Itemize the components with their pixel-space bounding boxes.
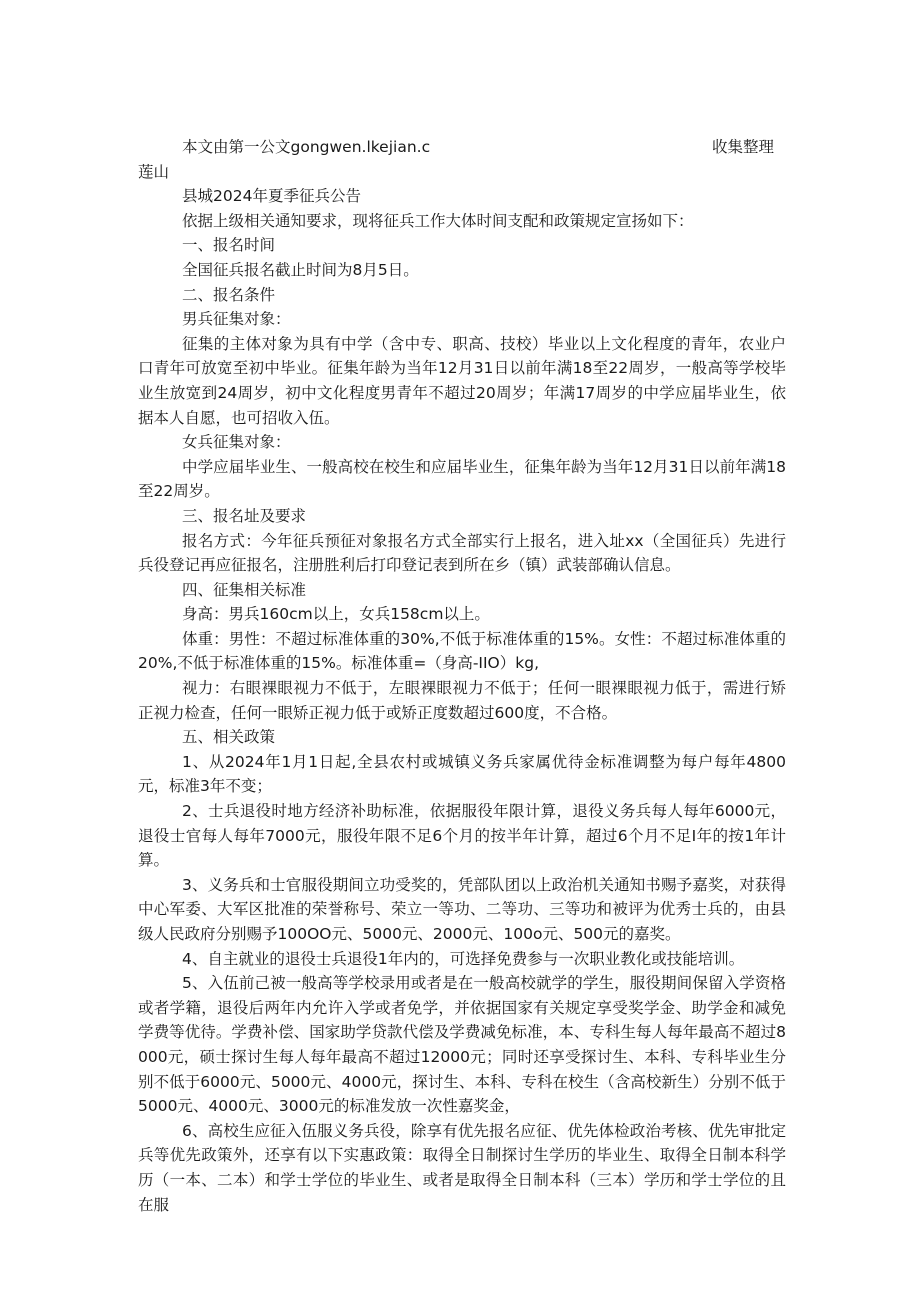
section-heading: 三、报名址及要求 (182, 506, 307, 525)
paragraph: 视力：右眼裸眼视力不低于，左眼裸眼视力不低于；任何一眼裸眼视力低于，需进行矫正视力检查，任何一眼矫正视力低于或矫正度数超过600度，不合格。 (138, 679, 786, 722)
source-header (138, 135, 786, 160)
paragraph: 身高：男兵160cm以上，女兵158cm以上。 (182, 605, 490, 624)
source-continuation: 莲山 (138, 162, 170, 181)
document-title: 县城2024年夏季征兵公告 (182, 187, 361, 206)
paragraph: 征集的主体对象为具有中学（含中专、职高、技校）毕业以上文化程度的青年，农业户口青年可放宽至初中毕业。征集年龄为当年12月31日以前年满18至22周岁，一般高等学校毕业生放宽到24周岁，初中文化程度男青年不超过20周岁；年满17周岁的中学应届毕业生，依据本人自愿，也可招收入伍。 (138, 334, 786, 427)
document-body (138, 135, 786, 1217)
intro-paragraph: 依据上级相关通知要求，现将征兵工作大体时间支配和政策规定宣扬如下： (182, 211, 694, 230)
collected-text: 收集整理 (711, 138, 774, 156)
section-heading: 一、报名时间 (182, 236, 276, 255)
policy-item: 1、从2024年1月1日起,全县农村或城镇义务兵家属优待金标准调整为每户每年4800元，标准3年不变； (138, 752, 786, 796)
policy-item: 6、高校生应征入伍服义务兵役，除享有优先报名应征、优先体检政治考核、优先审批定兵等优先政策外，还享有以下实惠政策：取得全日制探讨生学历的毕业生、取得全日制本科学历（一本、二本）和学士学位的毕业生、或者是取得全日制本科（三本）学历和学士学位的且在服 (138, 1121, 786, 1214)
paragraph: 全国征兵报名截止时间为8月5日。 (182, 260, 419, 279)
section-heading: 二、报名条件 (182, 285, 276, 304)
source-text: 本文由第一公文gongwen.lkejian.c (182, 138, 431, 156)
paragraph: 中学应届毕业生、一般高校在校生和应届毕业生，征集年龄为当年12月31日以前年满18至22周岁。 (138, 457, 786, 501)
policy-item: 2、士兵退役时地方经济补助标准，依据服役年限计算，退役义务兵每人每年6000元，退役士官每人每年7000元，服役年限不足6个月的按半年计算，超过6个月不足I年的按1年计算。 (138, 802, 786, 870)
policy-item: 3、义务兵和士官服役期间立功受奖的，凭部队团以上政治机关通知书赐予嘉奖，对获得中心军委、大军区批准的荣誉称号、荣立一等功、二等功、三等功和被评为优秀士兵的，由县级人民政府分别赐予100OO元、5000元、2000元、100o元、500元的嘉奖。 (138, 875, 786, 943)
policy-item: 4、自主就业的退役士兵退役1年内的，可选择免费参与一次职业教化或技能培训。 (182, 949, 745, 968)
section-heading: 五、相关政策 (182, 728, 276, 747)
subheading: 女兵征集对象： (182, 433, 291, 452)
policy-item: 5、入伍前己被一般高等学校录用或者是在一般高校就学的学生，服役期间保留入学资格或者学籍，退役后两年内允许入学或者免学，并依据国家有关规定享受奖学金、助学金和减免学费等优待。学费补偿、国家助学贷款代偿及学费减免标准，本、专科生每人每年最高不超过8000元，硕士探讨生每人每年最高不超过12000元；同时还享受探讨生、本科、专科毕业生分别不低于6000元、5000元、4000元，探讨生、本科、专科在校生（含高校新生）分别不低于5000元、4000元、3000元的标准发放一次性嘉奖金， (138, 974, 786, 1116)
paragraph: 报名方式：今年征兵预征对象报名方式全部实行上报名，进入址xx（全国征兵）先进行兵役登记再应征报名，注册胜利后打印登记表到所在乡（镇）武装部确认信息。 (138, 531, 786, 575)
section-heading: 四、征集相关标准 (182, 580, 307, 599)
subheading: 男兵征集对象： (182, 310, 291, 329)
paragraph: 体重：男性：不超过标准体重的30%,不低于标准体重的15%。女性：不超过标准体重的20%,不低于标准体重的15%。标准体重=（身高-IIO）kg, (138, 629, 786, 673)
